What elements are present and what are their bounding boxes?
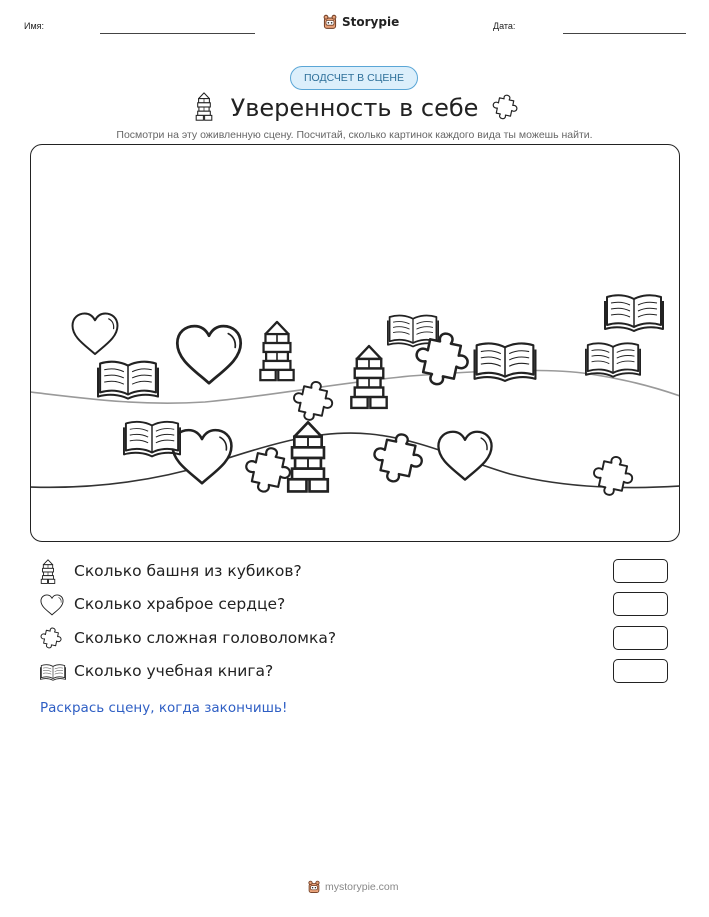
scene-tower <box>260 322 293 380</box>
question-text: Сколько сложная головоломка? <box>74 629 337 647</box>
scene-book <box>605 295 663 331</box>
website-url[interactable]: mystorypie.com <box>325 881 399 893</box>
block-tower-icon <box>40 559 56 585</box>
scene-heart <box>173 430 232 483</box>
puzzle-piece-icon <box>40 626 62 650</box>
open-book-icon <box>40 662 66 682</box>
puzzle-piece-icon <box>492 94 518 120</box>
answer-box[interactable] <box>613 626 668 650</box>
question-row <box>40 659 670 685</box>
scene-puzzle <box>370 430 427 487</box>
scene-heart <box>73 313 118 354</box>
storypie-mascot-icon <box>322 14 338 30</box>
question-row <box>40 626 670 652</box>
date-label: Дата: <box>493 21 516 31</box>
question-text: Сколько башня из кубиков? <box>74 562 302 580</box>
scene-book <box>475 343 536 381</box>
date-line[interactable] <box>563 33 686 34</box>
instructions: Посмотри на эту оживленную сцену. Посчитай, сколько картинок каждого вида ты можешь найти. <box>116 129 593 141</box>
activity-type-badge: ПОДСЧЕТ В СЦЕНЕ <box>290 66 418 90</box>
name-line[interactable] <box>100 33 255 34</box>
answer-box[interactable] <box>613 592 668 616</box>
answer-box[interactable] <box>613 659 668 683</box>
scene-illustration <box>30 144 680 542</box>
page-title: Уверенность в себе <box>230 94 479 122</box>
scene-heart <box>177 326 240 383</box>
question-row <box>40 559 670 585</box>
website-footer <box>307 880 399 894</box>
scene-book <box>586 343 640 376</box>
counting-scene <box>30 144 680 542</box>
brand-name: Storypie <box>342 15 400 29</box>
question-text: Сколько храброе сердце? <box>74 595 286 613</box>
question-row <box>40 592 670 618</box>
scene-puzzle <box>290 378 336 424</box>
scene-tower <box>351 346 386 408</box>
question-text: Сколько учебная книга? <box>74 662 274 680</box>
scene-book <box>98 362 158 399</box>
scene-puzzle <box>590 453 636 499</box>
brand-logo <box>322 14 399 30</box>
coloring-instruction: Раскрась сцену, когда закончишь! <box>40 700 288 716</box>
heart-icon <box>40 594 64 616</box>
storypie-mascot-icon <box>307 880 321 894</box>
scene-book <box>124 422 180 457</box>
name-label: Имя: <box>24 21 45 31</box>
answer-box[interactable] <box>613 559 668 583</box>
scene-tower <box>288 422 328 491</box>
scene-heart <box>438 432 491 480</box>
